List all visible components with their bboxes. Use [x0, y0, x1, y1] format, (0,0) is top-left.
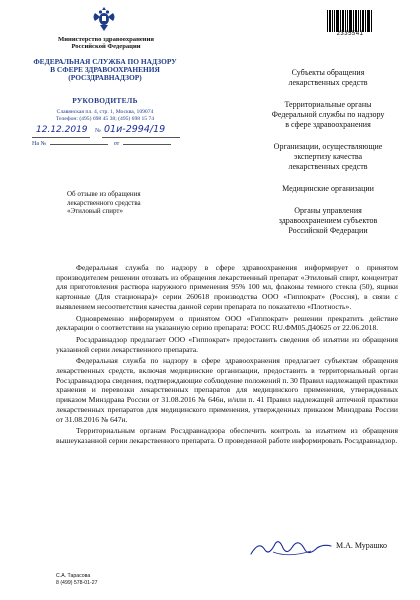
barcode-number: 2335541	[336, 31, 364, 37]
recipient-line: Федеральной службы по надзору	[271, 110, 385, 119]
document-number: 01и-2994/19	[104, 124, 166, 135]
service-name	[30, 58, 180, 83]
handwritten-signature	[245, 536, 335, 560]
recipient-line: лекарственных средств	[288, 78, 368, 87]
body-paragraph: Росздравнадзор предлагает ООО «Гиппократ» предоставить сведения об изъятии из обращения указанной серии лекарственного препарата.	[56, 334, 398, 354]
recipient-line: Российской Федерации	[288, 226, 368, 235]
recipient	[248, 206, 408, 236]
recipient-line: лекарственных средств	[288, 162, 368, 171]
letter-body	[56, 263, 398, 448]
leader-title: РУКОВОДИТЕЛЬ	[72, 96, 138, 105]
ministry-name	[36, 36, 176, 51]
recipients-block	[248, 68, 408, 248]
body-paragraph: Одновременно информируем о принятом ООО «Гиппократ» решении прекратить действие декларации о соответствии на указанную серию препарата: РОСС RU.ФМ05.Д40625 от 22.06.2018.	[56, 313, 398, 333]
recipient-line: здравоохранением субъектов	[278, 216, 378, 225]
emblem-icon	[91, 5, 117, 33]
recipient-line: экспертизу качества	[293, 152, 363, 161]
document-date: 12.12.2019	[36, 125, 88, 135]
recipient	[248, 68, 408, 88]
letter-subject	[67, 190, 197, 216]
ministry-line: Министерство здравоохранения	[58, 36, 154, 43]
reply-from-underline	[123, 144, 171, 145]
reference-line	[32, 124, 182, 140]
subject-line: Об отзыве из обращения	[67, 190, 141, 198]
executor-phone: 8 (499) 578-01-27	[56, 579, 98, 586]
recipient-line: в сфере здравоохранения	[285, 120, 371, 129]
executor-name: С.А. Тарасова	[56, 573, 91, 579]
address-line: Телефон: (495) 698 45 38; (495) 698 15 74	[55, 116, 155, 122]
number-label: №	[95, 128, 101, 134]
recipient-line: Организации, осуществляющие	[273, 142, 383, 151]
signer-name: М.А. Мурашко	[336, 541, 387, 550]
service-line: (РОСЗДРАВНАДЗОР)	[68, 73, 142, 83]
service-line: ФЕДЕРАЛЬНАЯ СЛУЖБА ПО НАДЗОРУ	[33, 57, 177, 66]
executor-info	[56, 573, 98, 586]
address-line: Славянская пл. 4, стр. 1, Москва, 109074	[56, 109, 154, 115]
number-underline	[102, 137, 180, 138]
barcode	[327, 10, 373, 32]
recipient-line: Территориальные органы	[284, 100, 372, 109]
subject-line: лекарственного средства	[67, 198, 141, 207]
recipient	[248, 142, 408, 172]
recipient	[248, 184, 408, 194]
body-paragraph: Федеральная служба по надзору в сфере здравоохранения информирует о принятом производителем решении отозвать из обращения лекарственный препарат «Этиловый спирт, концентрат для приготовления раствора наружного применения 95% 100 мл, флаконы темного стекла (50), ящики картонные (Для стационара)» серии 260618 производства ООО «Гиппократ» (Россия), в связи с выявлением несоответствия качества данной серии препарата по показателю «Плотность».	[56, 263, 398, 311]
recipient-line: Медицинские организации	[282, 184, 374, 193]
body-paragraph: Территориальным органам Росздравнадзора обеспечить контроль за изъятием из обращения вышеуказанной серии лекарственного препарата. О проведенной работе информировать Росздравнадзор.	[56, 426, 398, 445]
recipient-line: Органы управления	[294, 206, 362, 215]
body-paragraph: Федеральная служба по надзору в сфере здравоохранения предлагает субъектам обращения лекарственных средств, включая медицинские организации, предоставить в территориальный орган Росздравнадзора сведения, подтверждающие соблюдение положений п. 30 Правил надлежащей практики хранения и перевозки лекарственных препаратов для медицинского применения, утвержденных приказом Минздрава России от 31.08.2016 № 646н, и/или п. 41 Правил надлежащей аптечной практики лекарственных препаратов для медицинского применения, утвержденных приказом Минздрава России от 31.08.2016 № 647н.	[56, 356, 398, 424]
reply-reference	[32, 141, 171, 147]
recipient	[248, 100, 408, 130]
ministry-line: Российской Федерации	[71, 43, 141, 51]
address	[30, 109, 180, 123]
reply-label: На №	[32, 141, 47, 147]
date-underline	[32, 137, 90, 138]
recipient-line: Субъекты обращения	[291, 68, 365, 77]
reply-underline	[50, 144, 108, 145]
service-line: В СФЕРЕ ЗДРАВООХРАНЕНИЯ	[50, 65, 160, 75]
reply-from-label: от	[113, 141, 120, 147]
subject-line: «Этиловый спирт»	[67, 207, 123, 216]
